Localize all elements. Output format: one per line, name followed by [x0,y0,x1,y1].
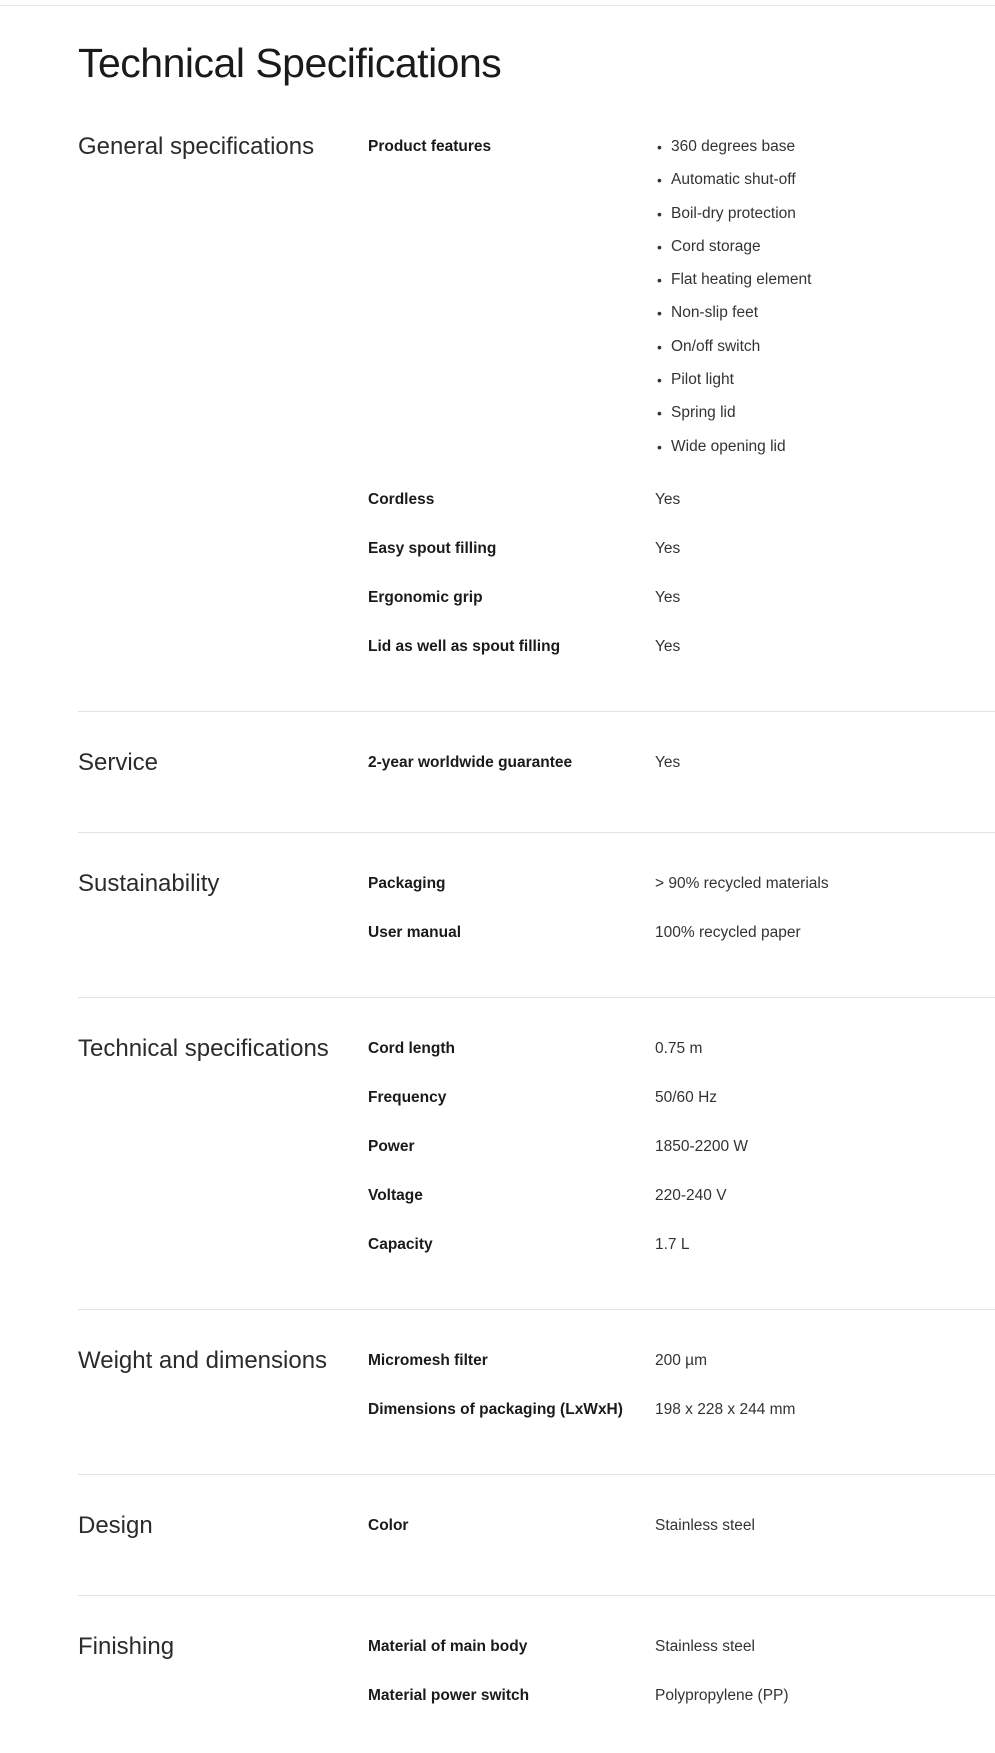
spec-row [368,588,995,608]
spec-row [368,1039,995,1059]
spec-value: 1.7 L [655,1235,690,1253]
spec-value: 1850-2200 W [655,1137,749,1155]
spec-value: Stainless steel [655,1637,755,1655]
feature-item: • Spring lid [657,404,736,422]
spec-label: User manual [368,923,462,941]
spec-label: Ergonomic grip [368,588,483,606]
spec-value: > 90% recycled materials [655,874,829,892]
spec-label: Capacity [368,1235,433,1253]
bullet-icon: • [657,438,662,455]
spec-rows [368,137,995,657]
spec-row [368,753,995,773]
bullet-icon: • [657,338,662,355]
spec-value: Yes [655,753,681,771]
spec-value: Polypropylene (PP) [655,1686,789,1704]
feature-item: • On/off switch [657,337,761,355]
spec-row [368,1516,995,1536]
spec-row [368,1088,995,1108]
spec-section-weight-dimensions [78,1310,995,1475]
spec-section-finishing [78,1596,995,1706]
spec-row [368,637,995,657]
section-title: Sustainability [78,869,220,897]
spec-rows [368,1351,995,1420]
section-title: Weight and dimensions [78,1346,328,1374]
spec-rows [368,753,995,778]
section-title: Technical specifications [78,1034,329,1062]
top-divider [0,5,995,6]
spec-row-product-features [368,137,995,457]
spec-row [368,1351,995,1371]
spec-label: Cord length [368,1039,455,1057]
section-title: Design [78,1511,153,1539]
section-title: General specifications [78,133,315,160]
bullet-icon: • [657,405,662,422]
spec-rows [368,1516,995,1541]
spec-label: Frequency [368,1088,447,1106]
spec-label: Micromesh filter [368,1351,488,1369]
spec-value: Stainless steel [655,1516,755,1534]
spec-section-design [78,1475,995,1596]
section-title: Service [78,748,159,776]
spec-row [368,1235,995,1255]
spec-label: Voltage [368,1186,423,1204]
feature-item: • Wide opening lid [657,437,786,455]
spec-row [368,1637,995,1657]
spec-rows [368,1637,995,1706]
bullet-icon: • [657,139,662,155]
bullet-icon: • [657,305,662,322]
spec-value: 220-240 V [655,1186,727,1204]
spec-value: Yes [655,490,681,508]
section-title: Finishing [78,1632,175,1660]
spec-section-service [78,712,995,833]
spec-value-list [655,137,995,457]
spec-label: 2-year worldwide guarantee [368,753,573,771]
spec-label: Easy spout filling [368,539,497,557]
feature-item: • Pilot light [657,371,734,389]
page-title: Technical Specifications [78,40,502,86]
spec-label: Material of main body [368,1637,528,1655]
bullet-icon: • [657,372,662,389]
spec-value: 100% recycled paper [655,923,801,941]
spec-rows [368,874,995,943]
spec-value: Yes [655,588,681,606]
spec-row [368,923,995,943]
feature-item: • Flat heating element [657,271,812,289]
spec-label: Product features [368,138,492,155]
spec-section-technical [78,998,995,1310]
spec-value: Yes [655,637,681,655]
spec-value: Yes [655,539,681,557]
spec-value: 200 µm [655,1351,708,1369]
spec-row [368,1186,995,1206]
feature-item: • 360 degrees base [657,138,796,155]
spec-value: 50/60 Hz [655,1088,718,1106]
spec-row [368,1686,995,1706]
spec-label: Power [368,1137,415,1155]
spec-label: Lid as well as spout filling [368,637,561,655]
bullet-icon: • [657,272,662,289]
spec-label: Packaging [368,874,446,892]
spec-sections [78,133,995,1706]
spec-label: Color [368,1516,409,1534]
spec-rows [368,1039,995,1255]
spec-label: Material power switch [368,1686,530,1704]
feature-item: • Automatic shut-off [657,171,796,189]
spec-section-sustainability [78,833,995,998]
spec-value: 198 x 228 x 244 mm [655,1400,796,1418]
bullet-icon: • [657,238,662,255]
spec-row [368,539,995,559]
feature-item: • Non-slip feet [657,304,759,322]
feature-item: • Boil-dry protection [657,204,796,222]
spec-row [368,490,995,510]
spec-value: 0.75 m [655,1039,703,1057]
feature-item: • Cord storage [657,237,761,255]
spec-row [368,1137,995,1157]
bullet-icon: • [657,205,662,222]
spec-row [368,874,995,894]
spec-row [368,1400,995,1420]
spec-section-general [78,133,995,712]
bullet-icon: • [657,172,662,189]
spec-label: Dimensions of packaging (LxWxH) [368,1400,623,1418]
spec-label: Cordless [368,490,435,508]
feature-list [655,137,995,457]
